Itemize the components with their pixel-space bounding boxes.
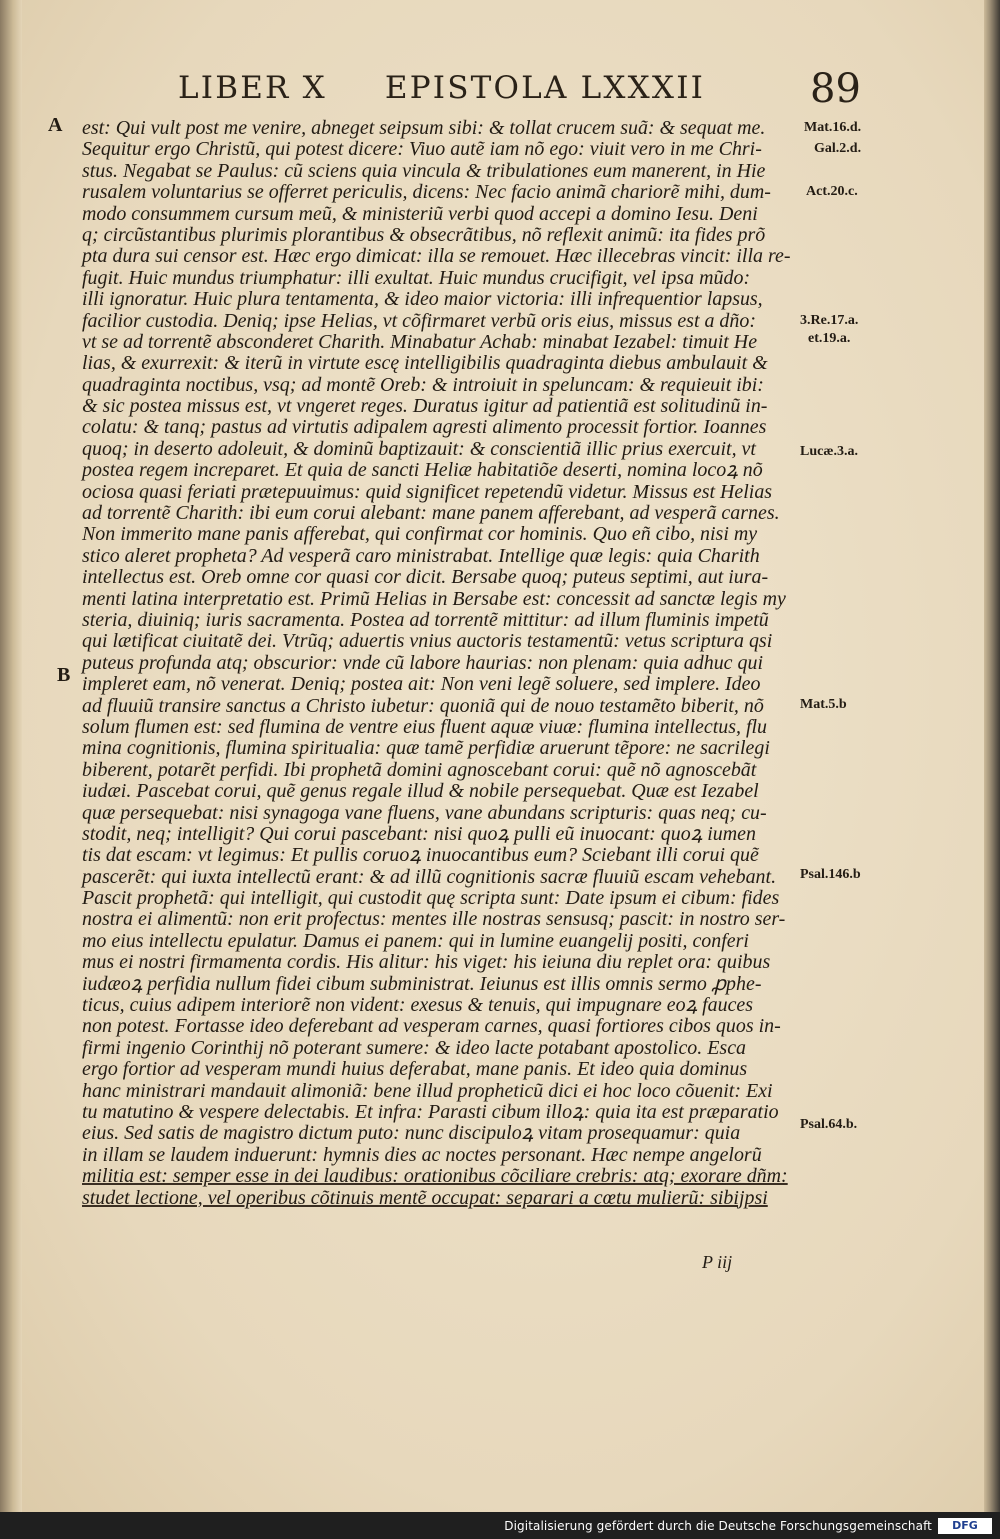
footer-credit: Digitalisierung gefördert durch die Deutsche Forschungsgemeinschaft [504,1519,932,1533]
text-line: vt se ad torrentẽ absconderet Charith. Minabatur Achab: minabat Iezabel: timuit He [82,330,758,353]
text-line: rusalem voluntarius se offerret periculis, dicens: Nec facio animã chariorẽ mihi, dum- [82,181,771,204]
text-line: ad fluuiũ transire sanctus a Christo iubetur: quoniã qui de nouo testamẽto biberit, nõ [82,694,764,717]
dfg-logo: DFG [938,1518,992,1534]
text-line: mus ei nostri firmamenta cordis. His alitur: his viget: his ieiuna diu replet ora: quibus [82,951,771,974]
text-line: est: Qui vult post me venire, abneget seipsum sibi: & tollat crucem suã: & sequat me. [82,117,766,139]
running-head-book: LIBER X [178,70,327,106]
text-line: ergo fortior ad vesperam mundi huius deferabat, mane panis. Et ideo quia dominus [82,1058,748,1081]
margin-note: et.19.a. [808,331,851,346]
text-line: solum flumen est: sed flumina de ventre eius fluent aquæ viuæ: flumina intellectus, flu [82,715,768,738]
margin-note: Mat.16.d. [804,120,862,135]
book-gutter [0,0,22,1512]
text-line: menti latina interpretatio est. Primũ Helias in Bersabe est: concessit ad sanctæ legis my [82,587,786,610]
margin-note: Lucæ.3.a. [800,444,858,459]
text-line: facilior custodia. Deniq; ipse Helias, vt cõfirmaret verbũ oris eius, missus est a dño: [82,309,756,332]
text-line: mina cognitionis, flumina spiritualia: quæ tamẽ perfidiæ aruerunt tẽpore: ne sacrilegi [82,737,770,760]
text-line: quoq; in deserto adoleuit, & dominũ baptizauit: & conscientiã illic prius exercuit, vt [82,437,756,460]
text-line: Pascit prophetã: qui intelligit, qui custodit quę scripta sunt: Date ipsum ei cibum: fides [82,887,780,910]
body-text [82,118,802,1209]
text-line: modo consummem cursum meũ, & ministeriũ verbi quod accepi a domino Iesu. Deni [82,202,758,225]
text-line: Non immerito mane panis afferebat, qui confirmat cor hominis. Quo eñ cibo, nisi my [82,523,758,546]
text-line: hanc ministrari mandauit alimoniã: bene illud propheticũ dici ei hoc loco cõuenit: Exi [82,1079,773,1102]
section-letter-b: B [57,664,71,686]
text-line: pta dura sui censor est. Hæc ergo dimicat: illa se remouet. Hæc illecebras vincit: illa re- [82,245,791,268]
text-line: ticus, cuius adipem interiorẽ non vident: exesus & tenuis, qui impugnare eoꝝ fauces [82,994,754,1017]
text-line: impleret eam, nõ venerat. Deniq; postea ait: Non veni legẽ soluere, sed implere. Ideo [82,673,761,696]
margin-note: Gal.2.d. [814,141,862,156]
text-line: postea regem increparet. Et quia de sancti Heliæ habitatiõe deserti, nomina locoꝝ nõ [82,459,763,482]
text-line: stus. Negabat se Paulus: cũ sciens quia vincula & tribulationes eum manerent, in Hie [82,159,766,182]
margin-note: Psal.64.b. [800,1117,858,1132]
text-line: stodit, neq; intelligit? Qui corui pascebant: nisi quoꝝ pulli eũ inuocant: quoꝝ iumen [82,822,756,845]
text-line: tu matutino & vespere delectabis. Et infra: Parasti cibum illoꝝ: quia ita est præparatio [82,1100,779,1123]
signature-mark: P iij [702,1252,733,1272]
text-line: mo eius intellectu epulatur. Damus ei panem: qui in lumine euangelij positi, conferi [82,929,749,952]
text-line: tis dat escam: vt legimus: Et pullis coruoꝝ inuocantibus eum? Sciebant illi corui quẽ [82,844,759,867]
text-line: intellectus est. Oreb omne cor quasi cor dicit. Bersabe quoq; puteus septimi, aut iura- [82,566,769,589]
text-line: ociosa quasi feriati prætериuimus: quid significet repetendũ videtur. Missus est Helias [82,480,773,503]
text-line: fugit. Huic mundus triumphatur: illi exultat. Huic mundus crucifigit, vel ipsa mũdo: [82,266,751,289]
text-line: q; circũstantibus plurimis plorantibus & obsecrãtibus, nõ reflexit animũ: ita fides prõ [82,223,766,246]
text-line: stico aleret propheta? Ad vesperã caro ministrabat. Intellige quæ legis: quia Charith [82,544,760,567]
text-line-underlined: studet lectione, vel operibus cõtinuis mentẽ occupat: separari a cœtu mulierũ: sibijpsi [82,1186,768,1209]
text-line: lias, & exurrexit: & iterũ in virtute escę intelligibilis quadraginta diebus ambulauit & [82,352,768,375]
text-line: biberent, potarẽt perfidi. Ibi prophetã domini agnoscebant corui: quẽ nõ agnoscebãt [82,758,757,781]
text-line: nostra ei alimentũ: non erit profectus: mentes ille nostras sensusq; pascit: in nostro ser- [82,908,786,931]
text-line: Sequitur ergo Christũ, qui potest dicere: Viuo autẽ iam nõ ego: viuit vero in me Chri- [82,138,762,161]
margin-note: 3.Re.17.a. [800,313,859,328]
text-line: non potest. Fortasse ideo deferebant ad vesperam carnes, quasi fortiores cibos quos in- [82,1015,781,1038]
text-line: qui lætificat ciuitatẽ dei. Vtrũq; aduertis vnius auctoris testamentũ: vetus scriptura qsi [82,630,773,653]
margin-note: Mat.5.b [800,697,847,712]
text-line: puteus profunda atq; obscurior: vnde cũ labore haurias: non plenam: quia adhuc qui [82,651,763,674]
text-line: colatu: & tanq; pastus ad virtutis adipalem agresti alimento processit fortior. Ioannes [82,416,767,439]
page-edge [984,0,1000,1539]
margin-note: Psal.146.b [800,867,861,882]
text-line: illi ignoratur. Huic plura tentamenta, & ideo maior victoria: illi infrequentior lapsus, [82,288,763,311]
section-letter-a: A [48,114,63,136]
text-line: eius. Sed satis de magistro dictum puto: nunc discipuloꝝ vitam prosequamur: quia [82,1122,741,1145]
folio-number: 89 [810,66,861,112]
text-line: quadraginta noctibus, vsq; ad montẽ Oreb: & introiuit in speluncam: & requieuit ibi: [82,373,764,396]
text-line: pascerẽt: qui iuxta intellectũ erant: & ad illũ cognitionis sacræ fluuiũ escam vehebant. [82,865,777,888]
text-line: steria, diuiniq; iuris sacramenta. Postea ad torrentẽ mittitur: ad illum fluminis impetũ [82,608,769,631]
text-line: in illam se laudem induerunt: hymnis dies ac noctes personant. Hæc nempe angelorũ [82,1143,762,1166]
text-line: ad torrentẽ Charith: ibi eum corui alebant: mane panem afferebant, ad vesperã carnes. [82,502,780,525]
running-head-epistle: EPISTOLA LXXXII [384,70,706,106]
margin-note: Act.20.c. [806,184,858,199]
text-line: & sic postea missus est, vt vngeret reges. Duratus igitur ad patientiã est solitudinũ in- [82,395,768,418]
text-line-underlined: militia est: semper esse in dei laudibus: orationibus cõciliare crebris: atq; exorare dñm: [82,1165,788,1188]
running-head [178,70,705,106]
text-line: quæ persequebat: nisi synagoga vane fluens, vane abundans scripturis: quas neq; cu- [82,801,767,824]
text-line: iudæi. Pascebat corui, quẽ genus regale illud & nobile persequebat. Quæ est Iezabel [82,780,759,803]
text-line: firmi ingenio Corinthij nõ poterant sumere: & ideo lacte potabant apostolico. Esca [82,1036,747,1059]
text-line: iudæoꝝ perfidia nullum fidei cibum subministrat. Ieiunus est illis omnis sermo ꝓphe- [82,972,762,995]
